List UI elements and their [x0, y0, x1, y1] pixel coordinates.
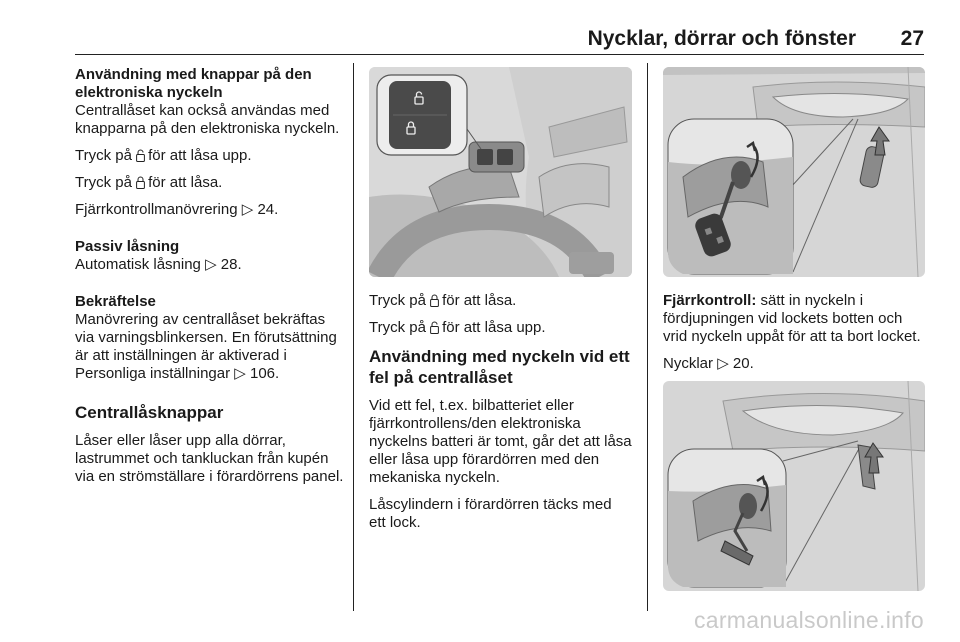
- unlock-instruction-2: Tryck på för att låsa upp.: [369, 319, 546, 336]
- reference-arrow-icon: ▷: [717, 355, 729, 372]
- paragraph-lock-cover: Låscylindern i förardörren täcks med ett lock.: [369, 496, 612, 531]
- column-divider-2: [647, 63, 648, 611]
- page-number: 27: [900, 27, 924, 50]
- heading-button-use: Användning med knappar på den elektroniska nyckeln: [75, 66, 312, 101]
- paragraph-failure: Vid ett fel, t.ex. bilbatteriet eller fjärrkontrollens/den elektroniska nyckelns batteri är tomt, går det att låsa eller låsa upp förardörren med den mekaniska nyckeln.: [369, 397, 632, 486]
- heading-central-lock-buttons: Centrallåsknappar: [75, 403, 224, 422]
- watermark: carmanualsonline.info: [693, 607, 924, 633]
- figure-remove-cap: [663, 67, 925, 277]
- page-header-title: Nycklar, dörrar och fönster: [587, 27, 856, 50]
- auto-lock-reference: Automatisk låsning ▷ 28.: [75, 256, 242, 273]
- reference-arrow-icon: ▷: [205, 256, 217, 273]
- heading-key-use-on-failure: Användning med nyckeln vid ett fel på centrallåset: [369, 347, 630, 387]
- remote-operation-reference: Fjärrkontrollmanövrering ▷ 24.: [75, 201, 279, 218]
- caption-remote: Fjärrkontroll: sätt in nyckeln i fördjupningen vid lockets botten och vrid nyckeln uppåt för att ta bort locket.: [663, 292, 921, 345]
- paragraph-confirmation: Manövrering av centrallåset bekräftas via varningsblinkersen. En förutsättning är att inställningen är aktiverad i Personliga inställningar ▷ 106.: [75, 311, 337, 382]
- paragraph-central-lock-buttons: Låser eller låser upp alla dörrar, lastrummet och tankluckan från kupén via en strömställare i förardörrens panel.: [75, 432, 344, 485]
- lock-instruction-2: Tryck på för att låsa.: [369, 292, 517, 309]
- keys-reference: Nycklar ▷ 20.: [663, 355, 754, 372]
- lock-closed-icon: [430, 294, 439, 307]
- header-divider: [75, 54, 924, 55]
- lock-instruction: Tryck på för att låsa.: [75, 174, 223, 191]
- column-3: [663, 292, 928, 382]
- heading-passive-locking: Passiv låsning: [75, 238, 180, 255]
- lock-open-icon: [136, 149, 145, 162]
- lock-closed-icon: [136, 176, 145, 189]
- paragraph-button-use: Centrallåset kan också användas med knapparna på den elektroniska nyckeln.: [75, 102, 340, 137]
- reference-arrow-icon: ▷: [234, 365, 246, 382]
- column-2: [369, 292, 632, 541]
- unlock-instruction: Tryck på för att låsa upp.: [75, 147, 252, 164]
- figure-key-in-cylinder: [663, 381, 925, 591]
- lock-open-icon: [430, 321, 439, 334]
- figure-door-lock-switch: [369, 67, 632, 277]
- column-divider-1: [353, 63, 354, 611]
- reference-arrow-icon: ▷: [241, 201, 254, 218]
- heading-confirmation: Bekräftelse: [75, 293, 156, 310]
- column-1: [75, 66, 345, 495]
